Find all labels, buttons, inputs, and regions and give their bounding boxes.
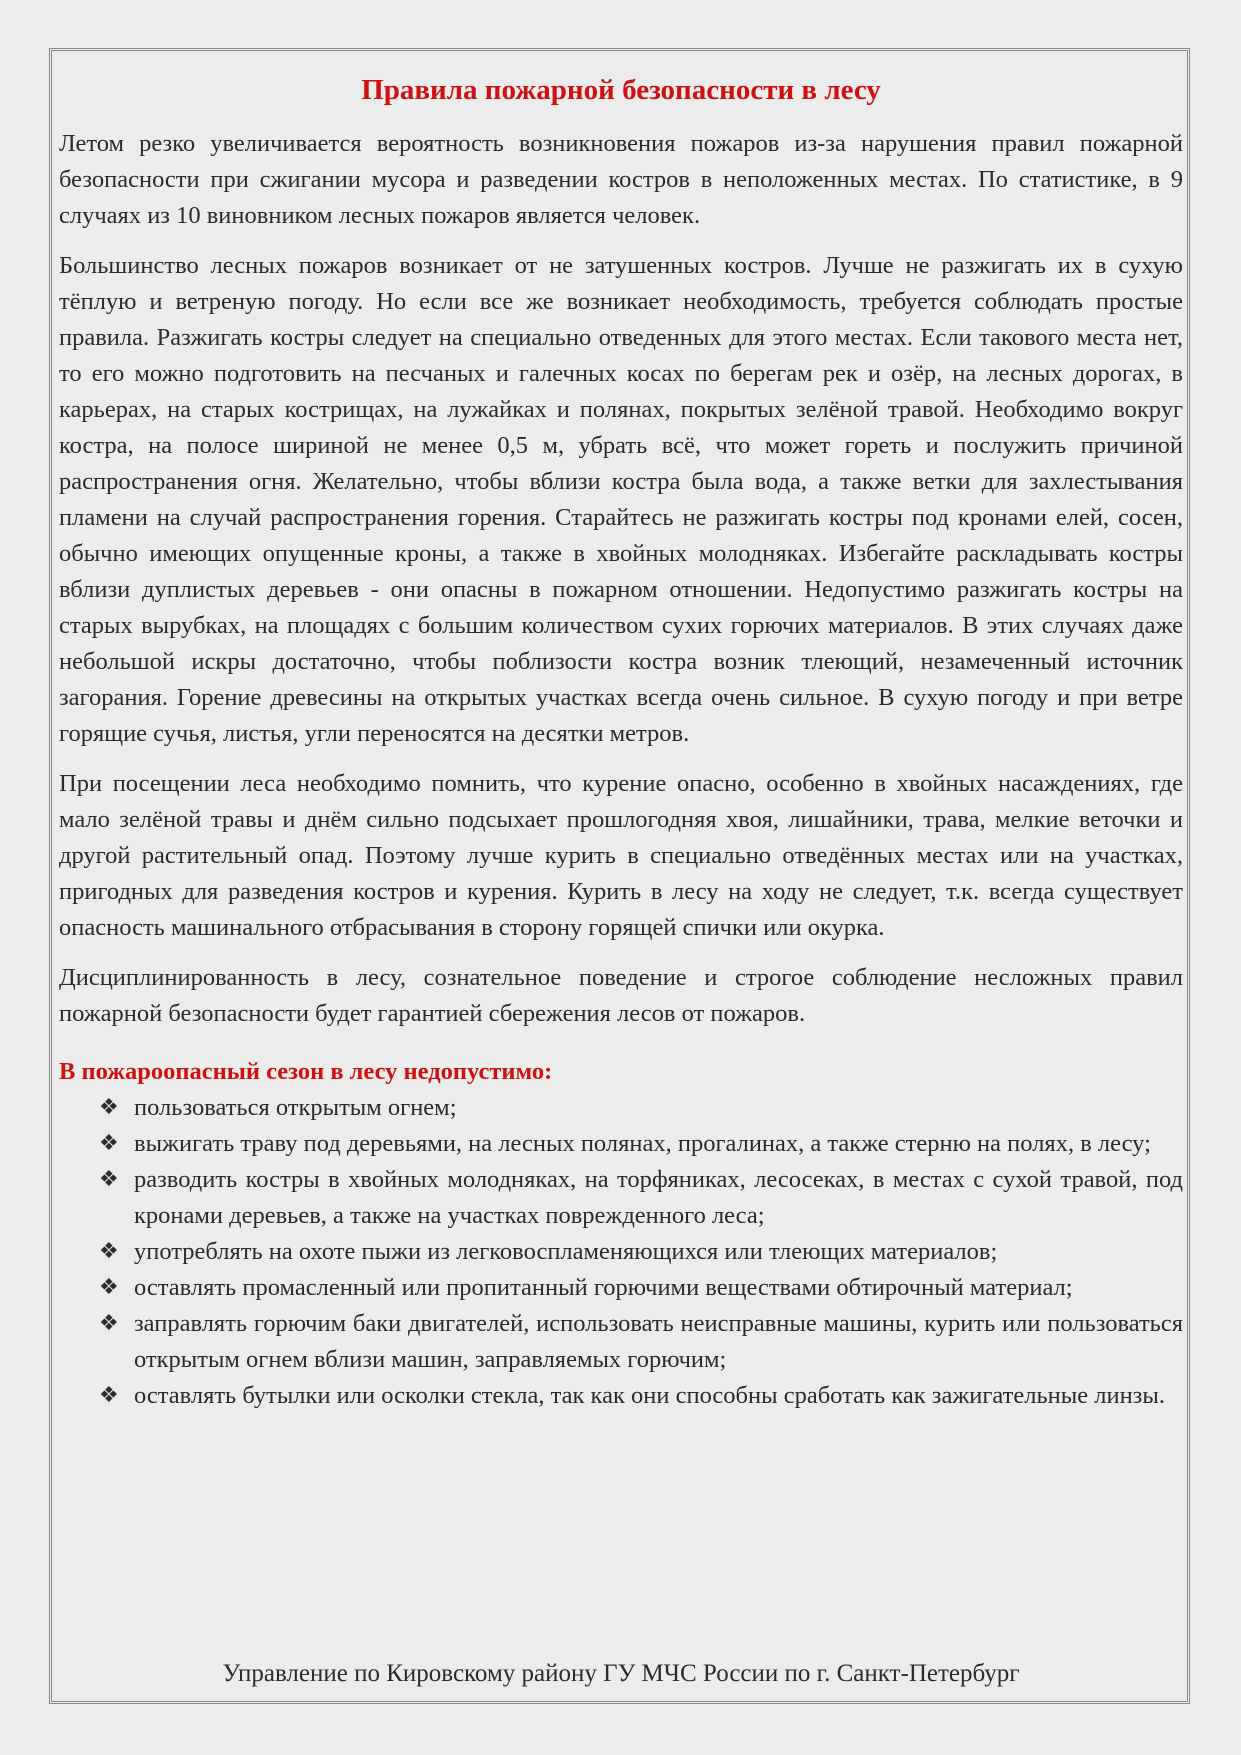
list-item: [59, 1270, 1183, 1306]
diamond-bullet-icon: ❖: [99, 1275, 119, 1300]
diamond-bullet-icon: ❖: [99, 1167, 119, 1192]
list-item-text: оставлять бутылки или осколки стекла, так как они способны сработать как зажигательные линзы.: [134, 1382, 1165, 1409]
list-item-text: разводить костры в хвойных молодняках, на торфяниках, лесосеках, в местах с сухой травой, под кронами деревьев, а также на участках поврежденного леса;: [134, 1166, 1183, 1229]
list-item: [59, 1126, 1183, 1162]
prohibited-list: [59, 1090, 1183, 1414]
prohibited-heading: В пожароопасный сезон в лесу недопустимо:: [59, 1058, 553, 1085]
list-item-text: оставлять промасленный или пропитанный горючими веществами обтирочный материал;: [134, 1274, 1073, 1301]
diamond-bullet-icon: ❖: [99, 1239, 119, 1264]
diamond-bullet-icon: ❖: [99, 1131, 119, 1156]
list-item-text: употреблять на охоте пыжи из легковоспламеняющихся или тлеющих материалов;: [134, 1238, 998, 1265]
campfire-rules-paragraph: Большинство лесных пожаров возникает от не затушенных костров. Лучше не разжигать их в сухую тёплую и ветреную погоду. Но если все же возникает необходимость, требуется соблюдать простые правила. Разжигать костры следует на специально отведенных для этого местах. Если такового места нет, то его можно подготовить на песчаных и галечных косах по берегам рек и озёр, на лесных дорогах, в карьерах, на старых кострищах, на лужайках и полянах, покрытых зелёной травой. Необходимо вокруг костра, на полосе шириной не менее 0,5 м, убрать всё, что может гореть и послужить причиной распространения огня. Желательно, чтобы вблизи костра была вода, а также ветки для захлестывания пламени на случай распространения горения. Старайтесь не разжигать костры под кронами елей, сосен, обычно имеющих опущенные кроны, а также в хвойных молодняках. Избегайте раскладывать костры вблизи дуплистых деревьев - они опасны в пожарном отношении. Недопустимо разжигать костры на старых вырубках, на площадях с большим количеством сухих горючих материалов. В этих случаях даже небольшой искры достаточно, чтобы поблизости костра возник тлеющий, незамеченный источник загорания. Горение древесины на открытых участках всегда очень сильное. В сухую погоду и при ветре горящие сучья, листья, угли переносятся на десятки метров.: [59, 252, 1183, 747]
intro-paragraph: Летом резко увеличивается вероятность возникновения пожаров из-за нарушения правил пожарной безопасности при сжигании мусора и разведении костров в неположенных местах. По статистике, в 9 случаях из 10 виновником лесных пожаров является человек.: [59, 130, 1183, 229]
list-item: [59, 1162, 1183, 1234]
smoking-rules-paragraph: При посещении леса необходимо помнить, что курение опасно, особенно в хвойных насаждениях, где мало зелёной травы и днём сильно подсыхает прошлогодняя хвоя, лишайники, трава, мелкие веточки и другой растительный опад. Поэтому лучше курить в специально отведённых местах или на участках, пригодных для разведения костров и курения. Курить в лесу на ходу не следует, т.к. всегда существует опасность машинального отбрасывания в сторону горящей спички или окурка.: [59, 770, 1183, 941]
footer-organization: Управление по Кировскому району ГУ МЧС России по г. Санкт-Петербург: [222, 1660, 1020, 1687]
diamond-bullet-icon: ❖: [99, 1311, 119, 1336]
diamond-bullet-icon: ❖: [99, 1095, 119, 1120]
discipline-paragraph: Дисциплинированность в лесу, сознательное поведение и строгое соблюдение несложных правил пожарной безопасности будет гарантией сбережения лесов от пожаров.: [59, 964, 1183, 1027]
document-content: [59, 68, 1183, 1414]
list-item-text: выжигать траву под деревьями, на лесных полянах, прогалинах, а также стерню на полях, в лесу;: [134, 1130, 1151, 1157]
diamond-bullet-icon: ❖: [99, 1383, 119, 1408]
list-item-text: пользоваться открытым огнем;: [134, 1094, 457, 1121]
list-item: [59, 1234, 1183, 1270]
list-item-text: заправлять горючим баки двигателей, использовать неисправные машины, курить или пользоваться открытым огнем вблизи машин, заправляемых горючим;: [134, 1310, 1183, 1373]
list-item: [59, 1306, 1183, 1378]
list-item: [59, 1378, 1183, 1414]
document-title: Правила пожарной безопасности в лесу: [361, 74, 881, 106]
list-item: [59, 1090, 1183, 1126]
